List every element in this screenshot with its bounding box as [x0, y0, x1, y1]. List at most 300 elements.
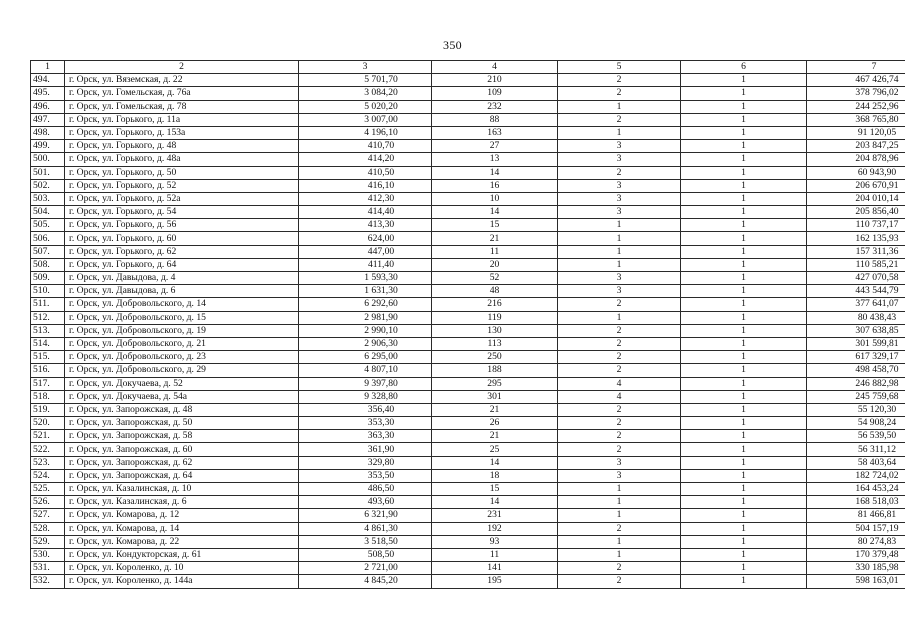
- area-cell: 413,30: [299, 219, 432, 232]
- category-cell: 2: [558, 298, 681, 311]
- address-cell: г. Орск, ул. Добровольского, д. 14: [65, 298, 299, 311]
- row-index-cell: 506.: [31, 232, 65, 245]
- flag-cell: 1: [681, 140, 807, 153]
- amount-cell: 170 379,48: [807, 548, 905, 561]
- column-number-7: 7: [807, 61, 905, 74]
- row-index-cell: 496.: [31, 100, 65, 113]
- count-cell: 11: [432, 548, 558, 561]
- count-cell: 14: [432, 166, 558, 179]
- category-cell: 3: [558, 469, 681, 482]
- category-cell: 2: [558, 562, 681, 575]
- column-number-5: 5: [558, 61, 681, 74]
- count-cell: 295: [432, 377, 558, 390]
- count-cell: 130: [432, 324, 558, 337]
- table-row: [31, 192, 905, 205]
- address-cell: г. Орск, ул. Добровольского, д. 23: [65, 351, 299, 364]
- flag-cell: 1: [681, 390, 807, 403]
- category-cell: 1: [558, 245, 681, 258]
- area-cell: 2 906,30: [299, 337, 432, 350]
- flag-cell: 1: [681, 509, 807, 522]
- address-cell: г. Орск, ул. Комарова, д. 12: [65, 509, 299, 522]
- row-index-cell: 515.: [31, 351, 65, 364]
- amount-cell: 443 544,79: [807, 285, 905, 298]
- area-cell: 363,30: [299, 430, 432, 443]
- area-cell: 2 721,00: [299, 562, 432, 575]
- flag-cell: 1: [681, 456, 807, 469]
- amount-cell: 54 908,24: [807, 417, 905, 430]
- amount-cell: 307 638,85: [807, 324, 905, 337]
- count-cell: 21: [432, 430, 558, 443]
- amount-cell: 498 458,70: [807, 364, 905, 377]
- table-row: [31, 179, 905, 192]
- category-cell: 4: [558, 390, 681, 403]
- category-cell: 1: [558, 258, 681, 271]
- table-row: [31, 522, 905, 535]
- flag-cell: 1: [681, 272, 807, 285]
- count-cell: 10: [432, 192, 558, 205]
- category-cell: 2: [558, 430, 681, 443]
- flag-cell: 1: [681, 430, 807, 443]
- address-cell: г. Орск, ул. Докучаева, д. 54а: [65, 390, 299, 403]
- amount-cell: 204 010,14: [807, 192, 905, 205]
- area-cell: 3 518,50: [299, 535, 432, 548]
- address-cell: г. Орск, ул. Добровольского, д. 21: [65, 337, 299, 350]
- row-index-cell: 523.: [31, 456, 65, 469]
- table-row: [31, 456, 905, 469]
- row-index-cell: 511.: [31, 298, 65, 311]
- flag-cell: 1: [681, 535, 807, 548]
- count-cell: 216: [432, 298, 558, 311]
- amount-cell: 330 185,98: [807, 562, 905, 575]
- flag-cell: 1: [681, 443, 807, 456]
- table-row: [31, 469, 905, 482]
- category-cell: 2: [558, 87, 681, 100]
- row-index-cell: 505.: [31, 219, 65, 232]
- amount-cell: 110 585,21: [807, 258, 905, 271]
- amount-cell: 205 856,40: [807, 206, 905, 219]
- area-cell: 4 196,10: [299, 126, 432, 139]
- amount-cell: 80 274,83: [807, 535, 905, 548]
- table-row: [31, 87, 905, 100]
- category-cell: 3: [558, 179, 681, 192]
- flag-cell: 1: [681, 337, 807, 350]
- address-cell: г. Орск, ул. Добровольского, д. 15: [65, 311, 299, 324]
- table-row: [31, 113, 905, 126]
- area-cell: 4 845,20: [299, 575, 432, 588]
- address-cell: г. Орск, ул. Комарова, д. 22: [65, 535, 299, 548]
- row-index-cell: 501.: [31, 166, 65, 179]
- flag-cell: 1: [681, 153, 807, 166]
- row-index-cell: 512.: [31, 311, 65, 324]
- address-cell: г. Орск, ул. Горького, д. 50: [65, 166, 299, 179]
- count-cell: 14: [432, 496, 558, 509]
- flag-cell: 1: [681, 575, 807, 588]
- flag-cell: 1: [681, 403, 807, 416]
- area-cell: 416,10: [299, 179, 432, 192]
- table-row: [31, 351, 905, 364]
- address-cell: г. Орск, ул. Горького, д. 52: [65, 179, 299, 192]
- category-cell: 1: [558, 535, 681, 548]
- flag-cell: 1: [681, 548, 807, 561]
- row-index-cell: 530.: [31, 548, 65, 561]
- area-cell: 486,50: [299, 483, 432, 496]
- count-cell: 232: [432, 100, 558, 113]
- flag-cell: 1: [681, 113, 807, 126]
- category-cell: 2: [558, 575, 681, 588]
- category-cell: 1: [558, 100, 681, 113]
- amount-cell: 168 518,03: [807, 496, 905, 509]
- address-cell: г. Орск, ул. Добровольского, д. 19: [65, 324, 299, 337]
- row-index-cell: 519.: [31, 403, 65, 416]
- amount-cell: 427 070,58: [807, 272, 905, 285]
- count-cell: 25: [432, 443, 558, 456]
- amount-cell: 467 426,74: [807, 74, 905, 87]
- row-index-cell: 528.: [31, 522, 65, 535]
- area-cell: 361,90: [299, 443, 432, 456]
- address-cell: г. Орск, ул. Кондукторская, д. 61: [65, 548, 299, 561]
- amount-cell: 157 311,36: [807, 245, 905, 258]
- row-index-cell: 502.: [31, 179, 65, 192]
- category-cell: 3: [558, 192, 681, 205]
- category-cell: 2: [558, 364, 681, 377]
- flag-cell: 1: [681, 298, 807, 311]
- flag-cell: 1: [681, 206, 807, 219]
- address-cell: г. Орск, ул. Давыдова, д. 6: [65, 285, 299, 298]
- row-index-cell: 509.: [31, 272, 65, 285]
- table-row: [31, 390, 905, 403]
- flag-cell: 1: [681, 364, 807, 377]
- amount-cell: 203 847,25: [807, 140, 905, 153]
- amount-cell: 81 466,81: [807, 509, 905, 522]
- registry-body: [31, 61, 905, 589]
- area-cell: 412,30: [299, 192, 432, 205]
- table-row: [31, 272, 905, 285]
- amount-cell: 162 135,93: [807, 232, 905, 245]
- count-cell: 48: [432, 285, 558, 298]
- table-row: [31, 562, 905, 575]
- address-cell: г. Орск, ул. Горького, д. 64: [65, 258, 299, 271]
- area-cell: 447,00: [299, 245, 432, 258]
- count-cell: 119: [432, 311, 558, 324]
- area-cell: 3 007,00: [299, 113, 432, 126]
- table-row: [31, 258, 905, 271]
- count-cell: 188: [432, 364, 558, 377]
- amount-cell: 368 765,80: [807, 113, 905, 126]
- category-cell: 3: [558, 285, 681, 298]
- category-cell: 2: [558, 351, 681, 364]
- area-cell: 9 328,80: [299, 390, 432, 403]
- count-cell: 27: [432, 140, 558, 153]
- amount-cell: 58 403,64: [807, 456, 905, 469]
- count-cell: 301: [432, 390, 558, 403]
- address-cell: г. Орск, ул. Давыдова, д. 4: [65, 272, 299, 285]
- address-cell: г. Орск, ул. Добровольского, д. 29: [65, 364, 299, 377]
- flag-cell: 1: [681, 87, 807, 100]
- address-cell: г. Орск, ул. Запорожская, д. 60: [65, 443, 299, 456]
- count-cell: 113: [432, 337, 558, 350]
- category-cell: 2: [558, 166, 681, 179]
- amount-cell: 55 120,30: [807, 403, 905, 416]
- table-row: [31, 417, 905, 430]
- address-cell: г. Орск, ул. Казалинская, д. 6: [65, 496, 299, 509]
- table-row: [31, 166, 905, 179]
- count-cell: 11: [432, 245, 558, 258]
- area-cell: 410,50: [299, 166, 432, 179]
- count-cell: 52: [432, 272, 558, 285]
- column-number-row: [31, 61, 905, 74]
- area-cell: 5 701,70: [299, 74, 432, 87]
- amount-cell: 56 311,12: [807, 443, 905, 456]
- category-cell: 1: [558, 509, 681, 522]
- table-row: [31, 364, 905, 377]
- address-cell: г. Орск, ул. Горького, д. 52а: [65, 192, 299, 205]
- count-cell: 14: [432, 206, 558, 219]
- area-cell: 414,20: [299, 153, 432, 166]
- amount-cell: 504 157,19: [807, 522, 905, 535]
- row-index-cell: 524.: [31, 469, 65, 482]
- flag-cell: 1: [681, 166, 807, 179]
- address-cell: г. Орск, ул. Докучаева, д. 52: [65, 377, 299, 390]
- row-index-cell: 497.: [31, 113, 65, 126]
- count-cell: 192: [432, 522, 558, 535]
- amount-cell: 301 599,81: [807, 337, 905, 350]
- address-cell: г. Орск, ул. Запорожская, д. 48: [65, 403, 299, 416]
- flag-cell: 1: [681, 351, 807, 364]
- area-cell: 2 990,10: [299, 324, 432, 337]
- flag-cell: 1: [681, 324, 807, 337]
- flag-cell: 1: [681, 74, 807, 87]
- table-row: [31, 324, 905, 337]
- amount-cell: 164 453,24: [807, 483, 905, 496]
- address-cell: г. Орск, ул. Горького, д. 153а: [65, 126, 299, 139]
- row-index-cell: 513.: [31, 324, 65, 337]
- row-index-cell: 516.: [31, 364, 65, 377]
- category-cell: 1: [558, 232, 681, 245]
- table-row: [31, 219, 905, 232]
- table-row: [31, 483, 905, 496]
- row-index-cell: 526.: [31, 496, 65, 509]
- count-cell: 15: [432, 483, 558, 496]
- table-row: [31, 100, 905, 113]
- column-number-1: 1: [31, 61, 65, 74]
- row-index-cell: 518.: [31, 390, 65, 403]
- flag-cell: 1: [681, 258, 807, 271]
- address-cell: г. Орск, ул. Горького, д. 48: [65, 140, 299, 153]
- amount-cell: 246 882,98: [807, 377, 905, 390]
- count-cell: 93: [432, 535, 558, 548]
- table-row: [31, 298, 905, 311]
- row-index-cell: 520.: [31, 417, 65, 430]
- flag-cell: 1: [681, 285, 807, 298]
- amount-cell: 91 120,05: [807, 126, 905, 139]
- address-cell: г. Орск, ул. Горького, д. 56: [65, 219, 299, 232]
- address-cell: г. Орск, ул. Запорожская, д. 62: [65, 456, 299, 469]
- flag-cell: 1: [681, 311, 807, 324]
- flag-cell: 1: [681, 245, 807, 258]
- table-row: [31, 285, 905, 298]
- row-index-cell: 532.: [31, 575, 65, 588]
- count-cell: 20: [432, 258, 558, 271]
- address-cell: г. Орск, ул. Казалинская, д. 10: [65, 483, 299, 496]
- row-index-cell: 498.: [31, 126, 65, 139]
- column-number-3: 3: [299, 61, 432, 74]
- registry-table: [30, 60, 905, 589]
- count-cell: 88: [432, 113, 558, 126]
- category-cell: 3: [558, 272, 681, 285]
- table-row: [31, 443, 905, 456]
- address-cell: г. Орск, ул. Комарова, д. 14: [65, 522, 299, 535]
- category-cell: 1: [558, 311, 681, 324]
- area-cell: 624,00: [299, 232, 432, 245]
- address-cell: г. Орск, ул. Запорожская, д. 64: [65, 469, 299, 482]
- count-cell: 13: [432, 153, 558, 166]
- address-cell: г. Орск, ул. Гомельская, д. 78: [65, 100, 299, 113]
- flag-cell: 1: [681, 192, 807, 205]
- address-cell: г. Орск, ул. Гомельская, д. 76а: [65, 87, 299, 100]
- category-cell: 2: [558, 403, 681, 416]
- category-cell: 3: [558, 206, 681, 219]
- count-cell: 210: [432, 74, 558, 87]
- row-index-cell: 517.: [31, 377, 65, 390]
- column-number-2: 2: [65, 61, 299, 74]
- category-cell: 3: [558, 153, 681, 166]
- row-index-cell: 504.: [31, 206, 65, 219]
- column-number-6: 6: [681, 61, 807, 74]
- flag-cell: 1: [681, 496, 807, 509]
- row-index-cell: 508.: [31, 258, 65, 271]
- row-index-cell: 510.: [31, 285, 65, 298]
- amount-cell: 56 539,50: [807, 430, 905, 443]
- amount-cell: 598 163,01: [807, 575, 905, 588]
- area-cell: 411,40: [299, 258, 432, 271]
- count-cell: 21: [432, 403, 558, 416]
- table-row: [31, 74, 905, 87]
- count-cell: 109: [432, 87, 558, 100]
- table-row: [31, 206, 905, 219]
- category-cell: 2: [558, 443, 681, 456]
- flag-cell: 1: [681, 483, 807, 496]
- category-cell: 2: [558, 337, 681, 350]
- flag-cell: 1: [681, 562, 807, 575]
- area-cell: 493,60: [299, 496, 432, 509]
- area-cell: 1 593,30: [299, 272, 432, 285]
- count-cell: 141: [432, 562, 558, 575]
- flag-cell: 1: [681, 179, 807, 192]
- table-row: [31, 575, 905, 588]
- category-cell: 3: [558, 456, 681, 469]
- area-cell: 6 321,90: [299, 509, 432, 522]
- area-cell: 410,70: [299, 140, 432, 153]
- flag-cell: 1: [681, 417, 807, 430]
- amount-cell: 244 252,96: [807, 100, 905, 113]
- area-cell: 353,30: [299, 417, 432, 430]
- category-cell: 2: [558, 113, 681, 126]
- table-row: [31, 153, 905, 166]
- category-cell: 1: [558, 126, 681, 139]
- table-row: [31, 126, 905, 139]
- row-index-cell: 500.: [31, 153, 65, 166]
- address-cell: г. Орск, ул. Горького, д. 54: [65, 206, 299, 219]
- row-index-cell: 507.: [31, 245, 65, 258]
- count-cell: 21: [432, 232, 558, 245]
- amount-cell: 617 329,17: [807, 351, 905, 364]
- category-cell: 2: [558, 417, 681, 430]
- column-number-4: 4: [432, 61, 558, 74]
- area-cell: 9 397,80: [299, 377, 432, 390]
- row-index-cell: 522.: [31, 443, 65, 456]
- category-cell: 1: [558, 483, 681, 496]
- table-row: [31, 496, 905, 509]
- row-index-cell: 514.: [31, 337, 65, 350]
- row-index-cell: 503.: [31, 192, 65, 205]
- count-cell: 14: [432, 456, 558, 469]
- category-cell: 2: [558, 324, 681, 337]
- address-cell: г. Орск, ул. Короленко, д. 10: [65, 562, 299, 575]
- row-index-cell: 494.: [31, 74, 65, 87]
- address-cell: г. Орск, ул. Горького, д. 11а: [65, 113, 299, 126]
- area-cell: 414,40: [299, 206, 432, 219]
- flag-cell: 1: [681, 377, 807, 390]
- row-index-cell: 499.: [31, 140, 65, 153]
- table-row: [31, 245, 905, 258]
- count-cell: 26: [432, 417, 558, 430]
- amount-cell: 80 438,43: [807, 311, 905, 324]
- table-row: [31, 232, 905, 245]
- category-cell: 1: [558, 219, 681, 232]
- count-cell: 18: [432, 469, 558, 482]
- row-index-cell: 531.: [31, 562, 65, 575]
- table-row: [31, 535, 905, 548]
- count-cell: 195: [432, 575, 558, 588]
- row-index-cell: 521.: [31, 430, 65, 443]
- area-cell: 6 292,60: [299, 298, 432, 311]
- area-cell: 329,80: [299, 456, 432, 469]
- amount-cell: 378 796,02: [807, 87, 905, 100]
- address-cell: г. Орск, ул. Горького, д. 60: [65, 232, 299, 245]
- amount-cell: 110 737,17: [807, 219, 905, 232]
- count-cell: 250: [432, 351, 558, 364]
- address-cell: г. Орск, ул. Горького, д. 62: [65, 245, 299, 258]
- category-cell: 1: [558, 548, 681, 561]
- count-cell: 16: [432, 179, 558, 192]
- table-row: [31, 430, 905, 443]
- table-row: [31, 403, 905, 416]
- flag-cell: 1: [681, 219, 807, 232]
- count-cell: 163: [432, 126, 558, 139]
- table-row: [31, 337, 905, 350]
- address-cell: г. Орск, ул. Запорожская, д. 50: [65, 417, 299, 430]
- flag-cell: 1: [681, 469, 807, 482]
- row-index-cell: 495.: [31, 87, 65, 100]
- area-cell: 4 807,10: [299, 364, 432, 377]
- address-cell: г. Орск, ул. Горького, д. 48а: [65, 153, 299, 166]
- amount-cell: 60 943,90: [807, 166, 905, 179]
- category-cell: 2: [558, 74, 681, 87]
- area-cell: 3 084,20: [299, 87, 432, 100]
- category-cell: 3: [558, 140, 681, 153]
- area-cell: 356,40: [299, 403, 432, 416]
- address-cell: г. Орск, ул. Запорожская, д. 58: [65, 430, 299, 443]
- area-cell: 4 861,30: [299, 522, 432, 535]
- area-cell: 2 981,90: [299, 311, 432, 324]
- page-number: 350: [443, 38, 462, 52]
- amount-cell: 204 878,96: [807, 153, 905, 166]
- address-cell: г. Орск, ул. Вяземская, д. 22: [65, 74, 299, 87]
- table-row: [31, 140, 905, 153]
- flag-cell: 1: [681, 522, 807, 535]
- row-index-cell: 525.: [31, 483, 65, 496]
- row-index-cell: 527.: [31, 509, 65, 522]
